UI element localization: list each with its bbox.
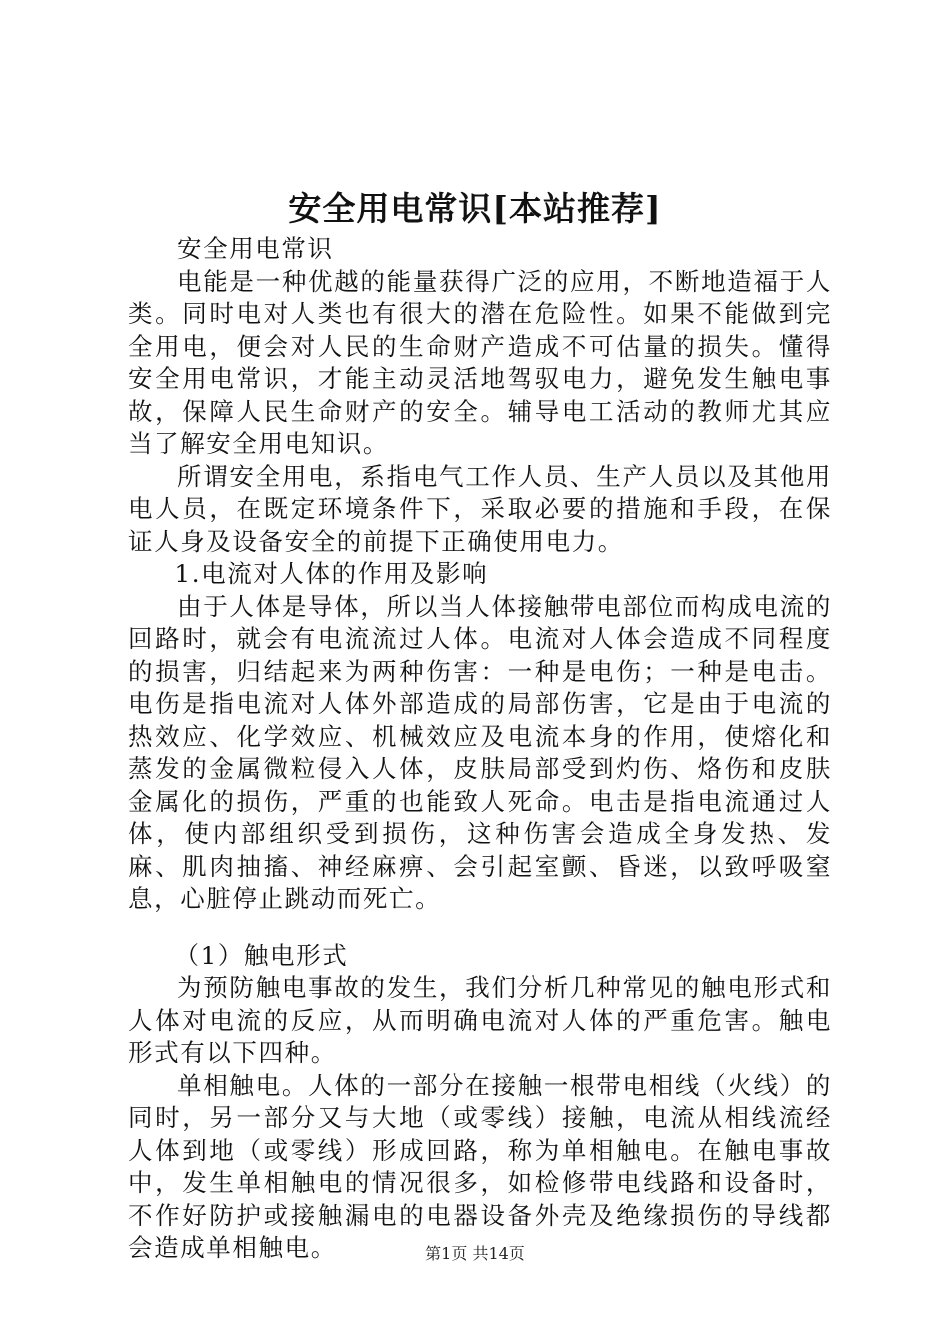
paragraph: 由于人体是导体，所以当人体接触带电部位而构成电流的回路时，就会有电流流过人体。电流对人体会造成不同程度的损害，归结起来为两种伤害：一种是电伤；一种是电击。电伤是指电流对人体外部造成的局部伤害，它是由于电流的热效应、化学效应、机械效应及电流本身的作用，使熔化和蒸发的金属微粒侵入人体，皮肤局部受到灼伤、烙伤和皮肤金属化的损伤，严重的也能致人死命。电击是指电流通过人体，使内部组织受到损伤，这种伤害会造成全身发热、发麻、肌肉抽搐、神经麻痹、会引起室颤、昏迷，以致呼吸窒息，心脏停止跳动而死亡。 [128,591,832,913]
section-heading: （1）触电形式 [174,940,349,970]
paragraph: 单相触电。人体的一部分在接触一根带电相线（火线）的同时，另一部分又与大地（或零线）接触，电流从相线流经人体到地（或零线）形成回路，称为单相触电。在触电事故中，发生单相触电的情况很多，如检修带电线路和设备时，不作好防护或接触漏电的电器设备外壳及绝缘损伤的导线都会造成单相触电。 [128,1070,832,1262]
section-heading: 安全用电常识 [177,234,334,263]
paragraph: 电能是一种优越的能量获得广泛的应用，不断地造福于人类。同时电对人类也有很大的潜在危险性。如果不能做到完全用电，便会对人民的生命财产造成不可估量的损失。懂得安全用电常识，才能主动灵活地驾驭电力，避免发生触电事故，保障人民生命财产的安全。辅导电工活动的教师尤其应当了解安全用电知识。 [128,266,832,458]
document-body [128,233,832,1265]
paragraph: 所谓安全用电，系指电气工作人员、生产人员以及其他用电人员，在既定环境条件下，采取必要的措施和手段，在保证人身及设备安全的前提下正确使用电力。 [128,461,832,556]
section-heading: 1.电流对人体的作用及影响 [174,559,489,588]
paragraph: 为预防触电事故的发生，我们分析几种常见的触电形式和人体对电流的反应，从而明确电流对人体的严重危害。触电形式有以下四种。 [128,973,832,1067]
paragraph-spacer [128,916,832,940]
page-footer: 第1页 共14页 [425,1244,525,1263]
page-title: 安全用电常识[本站推荐] [288,189,662,228]
